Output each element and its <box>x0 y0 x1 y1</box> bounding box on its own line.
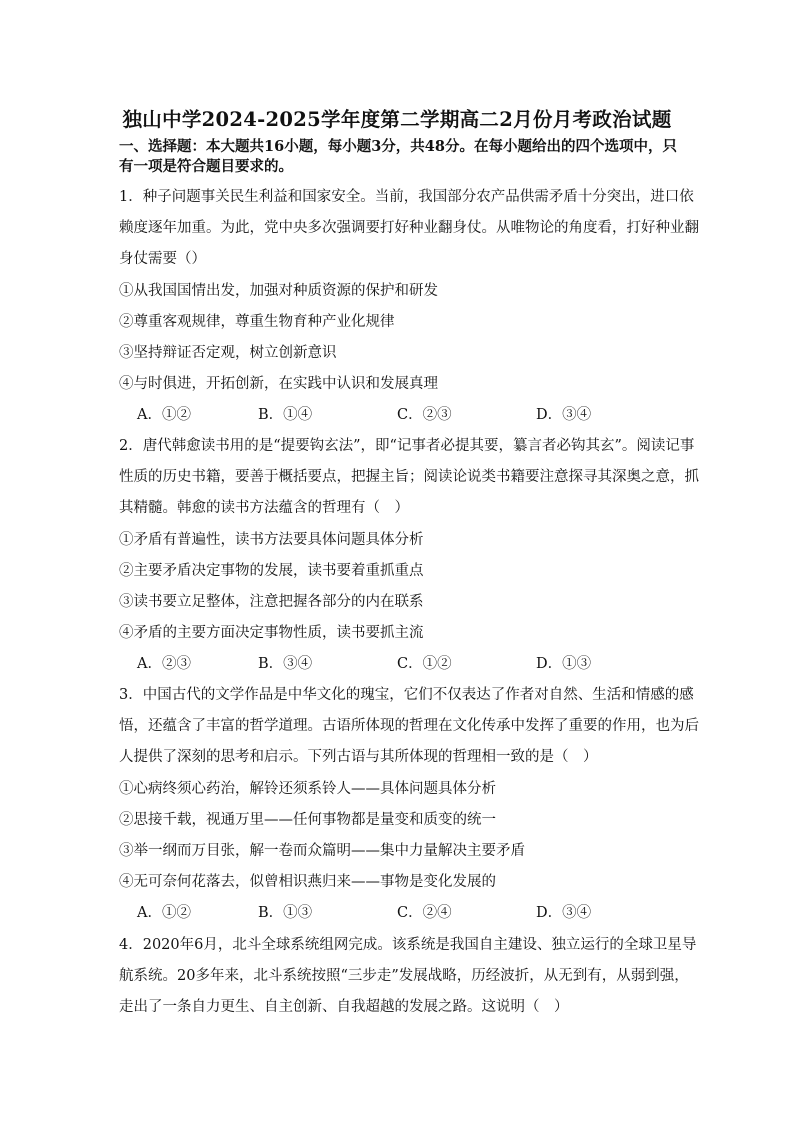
question-stem-line: 4．2020年6月，北斗全球系统组网完成。该系统是我国自主建设、独立运行的全球卫星导 <box>119 937 697 953</box>
statement-option: ③坚持辩证否定观，树立创新意识 <box>119 345 337 361</box>
question-stem-line: 身仗需要（） <box>119 251 206 268</box>
page-title: 独山中学2024-2025学年度第二学期高二2月份月考政治试题 <box>122 108 672 131</box>
answer-choice: C．②③ <box>397 407 452 424</box>
statement-option: ①从我国国情出发，加强对种质资源的保护和研发 <box>119 282 438 299</box>
question-stem-line: 航系统。20多年来，北斗系统按照“三步走”发展战略，历经波折，从无到有，从弱到强， <box>119 968 689 985</box>
statement-option: ②主要矛盾决定事物的发展，读书要着重抓重点 <box>119 562 424 579</box>
question-stem-line: 1．种子问题事关民生利益和国家安全。当前，我国部分农产品供需矛盾十分突出，进口依 <box>119 189 694 205</box>
answer-choice: D．①③ <box>536 656 592 673</box>
answer-choice: D．③④ <box>536 407 592 424</box>
answer-choice: A．①② <box>137 407 191 424</box>
statement-option: ②思接千载，视通万里——任何事物都是量变和质变的统一 <box>119 811 496 828</box>
answer-choice: C．②④ <box>397 905 452 922</box>
answer-choice: D．③④ <box>536 905 592 922</box>
question-stem-line: 悟，还蕴含了丰富的哲学道理。古语所体现的哲理在文化传承中发挥了重要的作用，也为后 <box>119 718 699 735</box>
statement-option: ④与时俱进，开拓创新，在实践中认识和发展真理 <box>119 376 438 393</box>
answer-choice: A．①② <box>137 905 191 922</box>
answer-choice: B．①④ <box>258 407 313 424</box>
question-stem-line: 赖度逐年加重。为此，党中央多次强调要打好种业翻身仗。从唯物论的角度看，打好种业翻 <box>119 220 699 237</box>
question-stem-line: 走出了一条自力更生、自主创新、自我超越的发展之路。这说明（ ） <box>119 999 569 1016</box>
statement-option: ④矛盾的主要方面决定事物性质，读书要抓主流 <box>119 625 424 642</box>
question-stem-line: 2．唐代韩愈读书用的是“提要钩玄法”，即“记事者必提其要，纂言者必钩其玄”。阅读记事 <box>119 438 695 454</box>
section-instructions: 一、选择题：本大题共16小题，每小题3分，共48分。在每小题给出的四个选项中，只 <box>119 138 677 155</box>
statement-option: ④无可奈何花落去，似曾相识燕归来——事物是变化发展的 <box>119 874 496 891</box>
section-instructions: 有一项是符合题目要求的。 <box>119 158 293 175</box>
statement-option: ①心病终须心药治，解铃还须系铃人——具体问题具体分析 <box>119 780 496 797</box>
question-stem-line: 3．中国古代的文学作品是中华文化的瑰宝，它们不仅表达了作者对自然、生活和情感的感 <box>119 687 694 703</box>
statement-option: ①矛盾有普遍性，读书方法要具体问题具体分析 <box>119 531 424 548</box>
answer-choice: A．②③ <box>137 656 191 673</box>
question-stem-line: 人提供了深刻的思考和启示。下列古语与其所体现的哲理相一致的是（ ） <box>119 749 598 766</box>
statement-option: ③举一纲而万目张，解一卷而众篇明——集中力量解决主要矛盾 <box>119 843 525 859</box>
statement-option: ②尊重客观规律，尊重生物育种产业化规律 <box>119 313 395 330</box>
answer-choice: B．③④ <box>258 656 313 673</box>
answer-choice: B．①③ <box>258 905 313 922</box>
question-stem-line: 其精髓。韩愈的读书方法蕴含的哲理有（ ） <box>119 500 409 517</box>
statement-option: ③读书要立足整体，注意把握各部分的内在联系 <box>119 594 424 610</box>
answer-choice: C．①② <box>397 656 452 673</box>
question-stem-line: 性质的历史书籍，要善于概括要点，把握主旨；阅读论说类书籍要注意探寻其深奥之意，抓 <box>119 469 699 486</box>
